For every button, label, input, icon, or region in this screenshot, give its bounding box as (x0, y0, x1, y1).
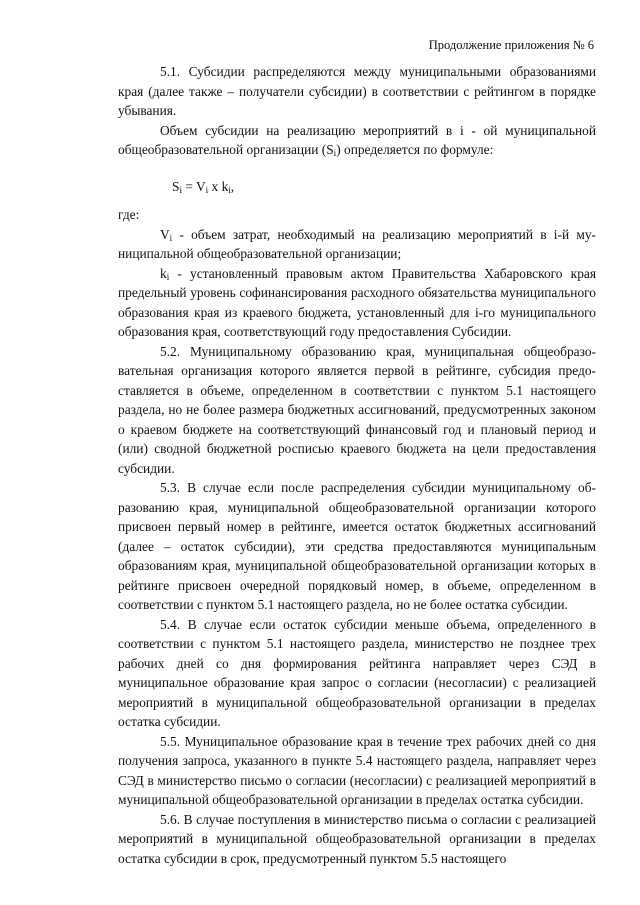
k-subscript: i (166, 271, 170, 282)
k-definition: - установленный правовым актом Правительства Хабаровского края предельный уровень софинансирования расходного обязательства муниципального образования края из краевого бюджета, установленный для i-го муниципального образования края, соответствующий году предоставления Субсидии. (118, 265, 596, 339)
volume-text-a: Объем субсидии на реализацию мероприятий в i - ой муниципальной общеобразовательной организации (S (118, 122, 596, 157)
where-label: где: (118, 207, 140, 222)
paragraph-subsidy-volume (118, 121, 596, 160)
continuation-header: Продолжение приложения № 6 (428, 38, 594, 52)
formula-k-sub: i (228, 184, 231, 195)
formula-s-sub: i (179, 184, 182, 195)
v-subscript: i (169, 232, 173, 243)
paragraph-5-1: 5.1. Субсидии распределяются между муниципальными образованиями края (далее также – получатели субсидии) в соответствии с рейтингом в порядке убывания. (118, 64, 596, 118)
definition-k (118, 264, 596, 342)
paragraph-5-5: 5.5. Муниципальное образование края в течение трех рабочих дней со дня получения запроса, указанного в пункте 5.4 настоящего раздела, направляет через СЭД в министерство письмо о согласии (несогласии) с реализацией мероприятий в муниципальной общеобразовательной организации в пределах остатка субсидии. (118, 733, 596, 807)
v-definition: - объем затрат, необходимый на реализацию мероприятий в i-й муниципальной общеобразовательной организации; (118, 226, 596, 261)
v-symbol: V (160, 226, 170, 242)
paragraph-5-4: 5.4. В случае если остаток субсидии меньше объема, определенного в соответствии с пунктом 5.1 настоящего раздела, министерство не позднее трех рабочих дней со дня формирования рейтинга направляет через СЭД в муниципальное образование края запрос о согласии (несогласии) с реализацией мероприятий в муниципальной общеобразовательной организации в пределах остатка субсидии. (118, 616, 596, 729)
formula-v-sub: i (205, 184, 209, 195)
paragraph-5-3: 5.3. В случае если после распределения субсидии муниципальному образованию края, муниципальной общеобразовательной организации которого присвоен первый номер в рейтинге, имеется остаток бюджетных ассигнований (далее – остаток субсидии), эти средства предоставляются муниципальным образованиям края, муниципальной общеобразовательной организации которых в рейтинге присвоен очередной порядковый номер, в объеме, определенном в соответствии с пунктом 5.1 настоящего раздела, но не более остатка субсидии. (118, 480, 596, 612)
formula-end: , (230, 178, 235, 194)
k-symbol: k (160, 265, 167, 281)
volume-text-b: ) определяется по формуле: (336, 142, 494, 157)
formula-x: x k (208, 178, 229, 194)
volume-subscript: i (333, 148, 337, 158)
formula-mid: = V (181, 178, 206, 194)
paragraph-5-6: 5.6. В случае поступления в министерство письма о согласии с реализацией мероприятий в муниципальной общеобразовательной организации в пределах остатка субсидии в срок, предусмотренный пунктом 5.5 настоящего (118, 811, 596, 866)
document-body (118, 62, 596, 868)
paragraph-5-2: 5.2. Муниципальному образованию края, муниципальная общеобразовательная организация которого является первой в рейтинге, субсидия предоставляется в объеме, определенном в соответствии с пунктом 5.1 настоящего раздела, но не более размера бюджетных ассигнований, предусмотренных законом о краевом бюджете на соответствующий финансовый год и плановый период и (или) сводной бюджетной росписью краевого бюджета на цели предоставления субсидии. (118, 343, 596, 476)
formula-s: S (172, 178, 180, 194)
definition-v (118, 225, 596, 264)
formula (118, 177, 596, 197)
